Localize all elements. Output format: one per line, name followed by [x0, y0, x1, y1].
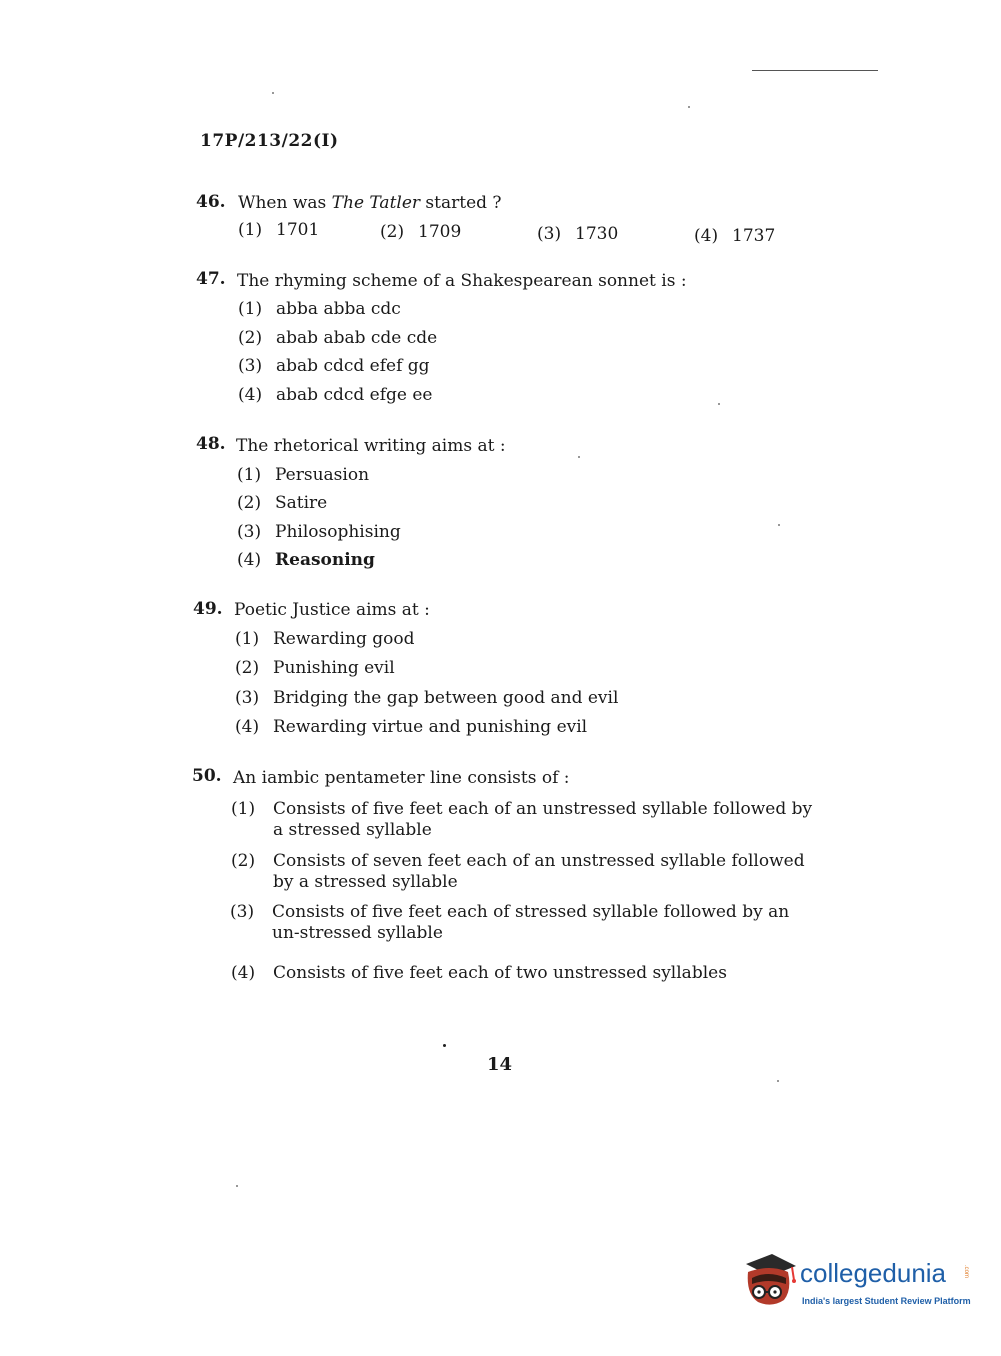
scan-speck — [578, 456, 580, 458]
collegedunia-logo — [738, 1250, 978, 1312]
question-text: Poetic Justice aims at : — [234, 600, 430, 620]
question-text: An iambic pentameter line consists of : — [233, 768, 570, 788]
question-number: 48. — [196, 434, 226, 454]
option-3: (3) Bridging the gap between good and evil — [235, 688, 619, 708]
option-4: (4) Consists of five feet each of two unstressed syllables — [231, 963, 727, 983]
option-1: (1) 1701 — [238, 220, 320, 240]
option-1: (1) Consists of five feet each of an unstressed syllable followed by a stressed syllable — [231, 799, 813, 840]
scan-speck — [777, 1080, 779, 1082]
scan-speck — [236, 1185, 238, 1187]
option-2: (2) Consists of seven feet each of an unstressed syllable followed by a stressed syllable — [231, 851, 805, 892]
scan-speck — [778, 524, 780, 526]
option-2: (2) abab abab cde cde — [238, 328, 438, 348]
option-1: (1) Persuasion — [237, 465, 370, 485]
scan-speck — [718, 403, 720, 405]
option-4: (4) Rewarding virtue and punishing evil — [235, 717, 588, 737]
brand-tagline: India's largest Student Review Platform — [802, 1296, 971, 1306]
option-4: (4) Reasoning — [237, 550, 375, 570]
publication-title: The Tatler — [331, 193, 421, 213]
scan-speck — [443, 1044, 446, 1047]
option-3: (3) abab cdcd efef gg — [238, 356, 430, 376]
question-number: 50. — [192, 766, 222, 786]
option-1: (1) abba abba cdc — [238, 299, 401, 319]
question-number: 46. — [196, 192, 226, 212]
top-rule — [752, 70, 878, 71]
scan-speck — [272, 92, 274, 94]
question-text: The rhetorical writing aims at : — [236, 436, 506, 456]
option-2: (2) Satire — [237, 493, 328, 513]
option-3: (3) Philosophising — [237, 522, 401, 542]
page-number: 14 — [487, 1054, 513, 1075]
option-2: (2) Punishing evil — [235, 658, 395, 678]
brand-suffix: .com — [963, 1265, 969, 1279]
mascot-icon — [738, 1250, 800, 1312]
question-number: 47. — [196, 269, 226, 289]
paper-code: 17P/213/22(I) — [200, 131, 339, 151]
brand-name: collegedunia — [800, 1258, 947, 1288]
question-text: When was The Tatler started ? — [238, 193, 502, 213]
option-3: (3) Consists of five feet each of stressed syllable followed by an un-stressed syllable — [230, 902, 790, 943]
question-text: The rhyming scheme of a Shakespearean sonnet is : — [237, 271, 687, 291]
option-4: (4) 1737 — [694, 226, 776, 246]
question-number: 49. — [193, 599, 223, 619]
option-4: (4) abab cdcd efge ee — [238, 385, 433, 405]
option-2: (2) 1709 — [380, 222, 462, 242]
option-1: (1) Rewarding good — [235, 629, 415, 649]
option-3: (3) 1730 — [537, 224, 619, 244]
scan-speck — [688, 106, 690, 108]
